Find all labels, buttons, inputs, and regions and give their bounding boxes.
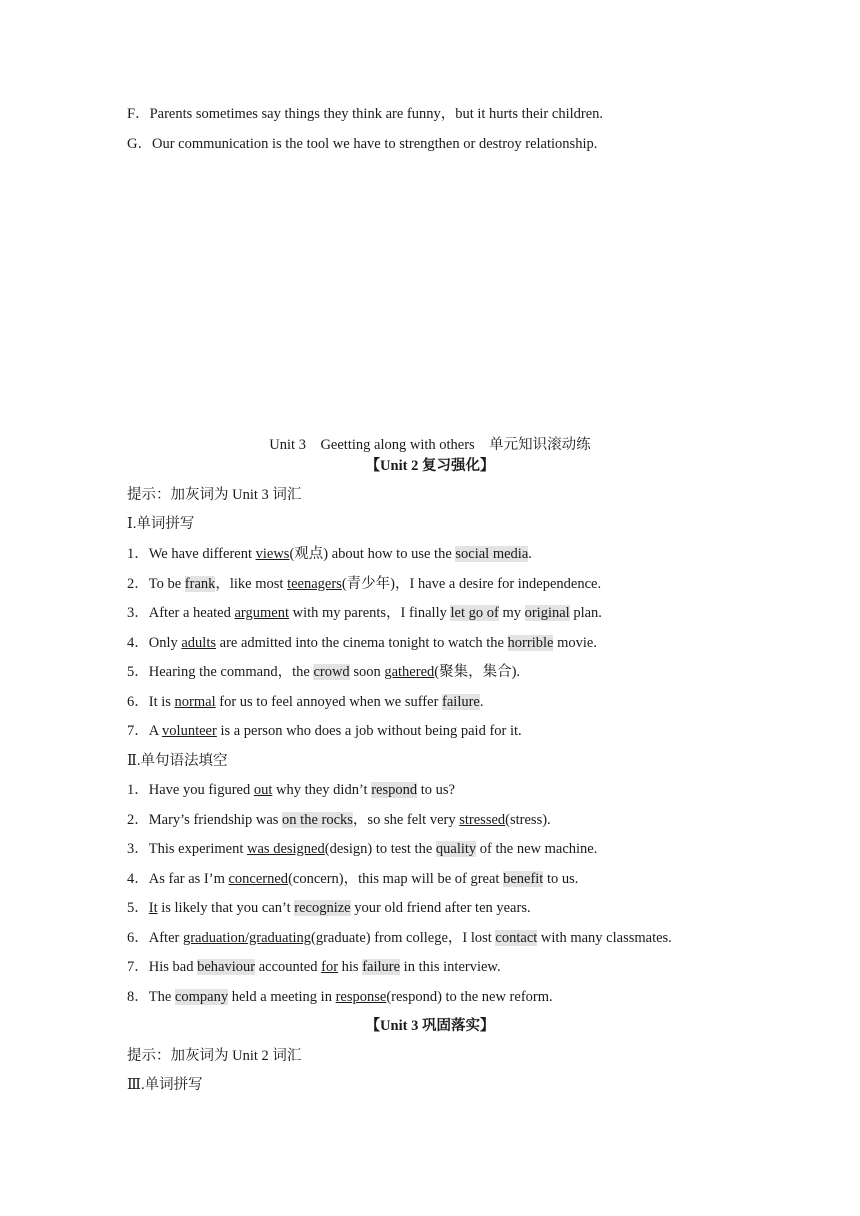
section2-title: Ⅱ.单句语法填空 xyxy=(127,753,228,769)
s1-item-7 xyxy=(0,721,860,741)
sentence-text: held a meeting in xyxy=(228,989,336,1005)
highlighted-vocab: recognize xyxy=(294,900,351,916)
answer-blank: was designed xyxy=(247,841,325,857)
sentence-text: (graduate) from college，I lost xyxy=(311,930,496,946)
answer-blank: gathered xyxy=(384,664,435,680)
sentence-text: 7．His bad xyxy=(127,959,198,975)
highlighted-vocab: original xyxy=(524,605,570,621)
sentence-text: (stress). xyxy=(505,812,551,828)
s1-item-3 xyxy=(0,603,860,623)
s1-item-6 xyxy=(0,692,860,712)
sentence-text: movie. xyxy=(553,635,597,651)
highlighted-vocab: company xyxy=(174,989,229,1005)
sentence-text: 3．This experiment xyxy=(127,841,248,857)
s1-item-4 xyxy=(0,633,860,653)
answer-blank: response xyxy=(335,989,387,1005)
unit3-consolidate-header: 【Unit 3 巩固落实】 xyxy=(365,1018,495,1034)
s2-item-6 xyxy=(0,928,860,948)
highlighted-vocab: behaviour xyxy=(197,959,256,975)
s2-item-2 xyxy=(0,810,860,830)
sentence-text: 8．The xyxy=(127,989,175,1005)
sentence-text: to us. xyxy=(543,871,579,887)
highlighted-vocab: respond xyxy=(371,782,418,798)
sentence-text: 3．After a heated xyxy=(127,605,235,621)
answer-blank: views xyxy=(255,546,290,562)
sentence-text: 7．A xyxy=(127,723,163,739)
sentence-text: 4．Only xyxy=(127,635,182,651)
option-g xyxy=(0,134,860,154)
sentence-text: your old friend after ten years. xyxy=(350,900,531,916)
sentence-text: (聚集，集合). xyxy=(434,664,521,680)
sentence-text: 5． xyxy=(127,900,149,916)
sentence-text: for us to feel annoyed when we suffer xyxy=(215,694,443,710)
highlighted-vocab: failure xyxy=(442,694,480,710)
s1-item-1 xyxy=(0,544,860,564)
sentence-text: why they didn’t xyxy=(272,782,372,798)
s1-item-5 xyxy=(0,662,860,682)
sentence-text: . xyxy=(528,546,532,562)
sentence-text: my xyxy=(498,605,525,621)
sentence-text: 6．After xyxy=(127,930,183,946)
highlighted-vocab: quality xyxy=(435,841,477,857)
answer-blank: concerned xyxy=(228,871,289,887)
answer-blank: It xyxy=(148,900,158,916)
highlighted-vocab: contact xyxy=(495,930,538,946)
answer-blank: graduation/graduating xyxy=(182,930,312,946)
highlighted-vocab: let go of xyxy=(450,605,499,621)
sentence-text: with many classmates. xyxy=(537,930,672,946)
sentence-text: to us? xyxy=(417,782,455,798)
highlighted-vocab: horrible xyxy=(507,635,554,651)
sentence-text: ，like most xyxy=(215,576,288,592)
s2-item-1 xyxy=(0,780,860,800)
sentence-text: 1．Have you figured xyxy=(127,782,254,798)
option-f xyxy=(0,104,860,124)
sentence-text: 2．Mary’s friendship was xyxy=(127,812,283,828)
tip-unit2-vocab: 提示：加灰词为 Unit 2 词汇 xyxy=(127,1048,302,1064)
answer-blank: out xyxy=(253,782,273,798)
sentence-text: is likely that you can’t xyxy=(157,900,295,916)
answer-blank: argument xyxy=(234,605,289,621)
answer-blank: volunteer xyxy=(162,723,217,739)
s2-item-5 xyxy=(0,898,860,918)
s2-item-4 xyxy=(0,869,860,889)
sentence-text: (观点) about how to use the xyxy=(289,546,456,562)
sentence-text: (respond) to the new reform. xyxy=(386,989,553,1005)
highlighted-vocab: on the rocks xyxy=(282,812,353,828)
section1-title: Ⅰ.单词拼写 xyxy=(127,516,195,532)
s1-item-2 xyxy=(0,574,860,594)
sentence-text: F．Parents sometimes say things they think are funny，but it hurts their children. xyxy=(127,106,604,122)
sentence-text: in this interview. xyxy=(400,959,501,975)
highlighted-vocab: benefit xyxy=(503,871,544,887)
unit-title: Unit 3 Geetting along with others 单元知识滚动练 xyxy=(269,437,591,453)
sentence-text: 6．It is xyxy=(127,694,175,710)
sentence-text: is a person who does a job without being paid for it. xyxy=(216,723,522,739)
s2-item-3 xyxy=(0,839,860,859)
highlighted-vocab: crowd xyxy=(313,664,350,680)
highlighted-vocab: frank xyxy=(184,576,216,592)
sentence-text: (design) to test the xyxy=(324,841,436,857)
unit2-review-header: 【Unit 2 复习强化】 xyxy=(365,458,495,474)
answer-blank: for xyxy=(321,959,339,975)
s2-item-7 xyxy=(0,957,860,977)
tip-unit3-vocab: 提示：加灰词为 Unit 3 词汇 xyxy=(127,487,302,503)
answer-blank: adults xyxy=(181,635,217,651)
sentence-text: (青少年)，I have a desire for independence. xyxy=(341,576,602,592)
sentence-text: 2．To be xyxy=(127,576,185,592)
highlighted-vocab: failure xyxy=(362,959,401,975)
sentence-text: are admitted into the cinema tonight to watch the xyxy=(216,635,508,651)
s2-item-8 xyxy=(0,987,860,1007)
answer-blank: stressed xyxy=(459,812,506,828)
sentence-text: ，so she felt very xyxy=(352,812,460,828)
sentence-text: 1．We have different xyxy=(127,546,256,562)
sentence-text: of the new machine. xyxy=(476,841,598,857)
sentence-text: 4．As far as I’m xyxy=(127,871,229,887)
sentence-text: his xyxy=(338,959,363,975)
sentence-text: plan. xyxy=(569,605,602,621)
answer-blank: teenagers xyxy=(287,576,342,592)
sentence-text: . xyxy=(479,694,484,710)
sentence-text: (concern)，this map will be of great xyxy=(288,871,504,887)
section3-title: Ⅲ.单词拼写 xyxy=(127,1077,203,1093)
highlighted-vocab: social media xyxy=(455,546,529,562)
sentence-text: G．Our communication is the tool we have to strengthen or destroy relationship. xyxy=(127,136,598,152)
answer-blank: normal xyxy=(174,694,216,710)
sentence-text: with my parents，I finally xyxy=(289,605,451,621)
sentence-text: 5．Hearing the command，the xyxy=(127,664,314,680)
sentence-text: accounted xyxy=(255,959,322,975)
sentence-text: soon xyxy=(349,664,385,680)
